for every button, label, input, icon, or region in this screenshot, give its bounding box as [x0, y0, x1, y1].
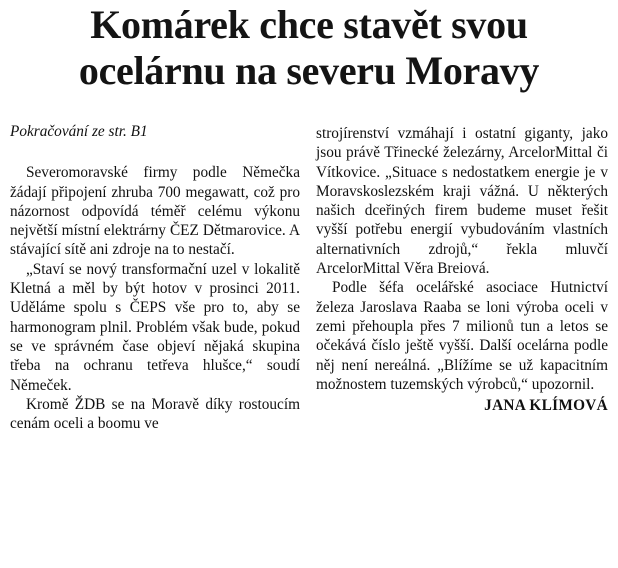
paragraph-left-1: Severomoravské firmy podle Němečka žádají připojení zhruba 700 megawatt, což pro názornost odpovídá téměř celému výkonu největší místní elektrárny ČEZ Dětmarovice. A stávající sítě ani zdroje na to nestačí. — [10, 164, 300, 259]
headline-line-1: Komárek chce stavět svou — [90, 2, 528, 47]
paragraph-right-2: Podle šéfa ocelářské asociace Hutnictví železa Jaroslava Raaba se loni výroba oceli v zemi přehoupla přes 7 milionů tun a letos se očekává číslo ještě vyšší. Další ocelárna podle něj není nereálná. „Blížíme se už kapacitním možnostem tuzemských výrobců,“ upozornil. — [316, 279, 608, 393]
headline — [6, 2, 612, 94]
article-column-right — [316, 124, 608, 415]
article-column-left — [10, 122, 300, 433]
paragraph-left-3: Kromě ŽDB se na Moravě díky rostoucím cenám oceli a boomu ve — [10, 395, 300, 433]
paragraph-right-1: strojírenství vzmáhají i ostatní giganty, jako jsou právě Třinecké železárny, ArcelorMittal či Vítkovice. „Situace s nedostatkem energie je v Moravskoslezském kraji vážná. U některých našich dceřiných firem budeme muset řešit vyšší potřebu energií vybudováním vlastních alternativních zdrojů,“ řekla mluvčí ArcelorMittal Věra Breiová. — [316, 125, 608, 278]
paragraph-left-2: „Staví se nový transformační uzel v lokalitě Kletná a měl by být hotov v prosinci 2011. Uděláme spolu s ČEPS vše pro to, aby se harmonogram plnil. Problém však bude, pokud se ve správném čase objeví nějaká skupina třeba na ochranu tetřeva hlušce,“ soudí Němeček. — [10, 260, 300, 394]
headline-line-2: ocelárnu na severu Moravy — [78, 48, 540, 93]
author-byline: JANA KLÍMOVÁ — [484, 397, 608, 415]
continued-from-note: Pokračování ze str. B1 — [10, 123, 148, 140]
